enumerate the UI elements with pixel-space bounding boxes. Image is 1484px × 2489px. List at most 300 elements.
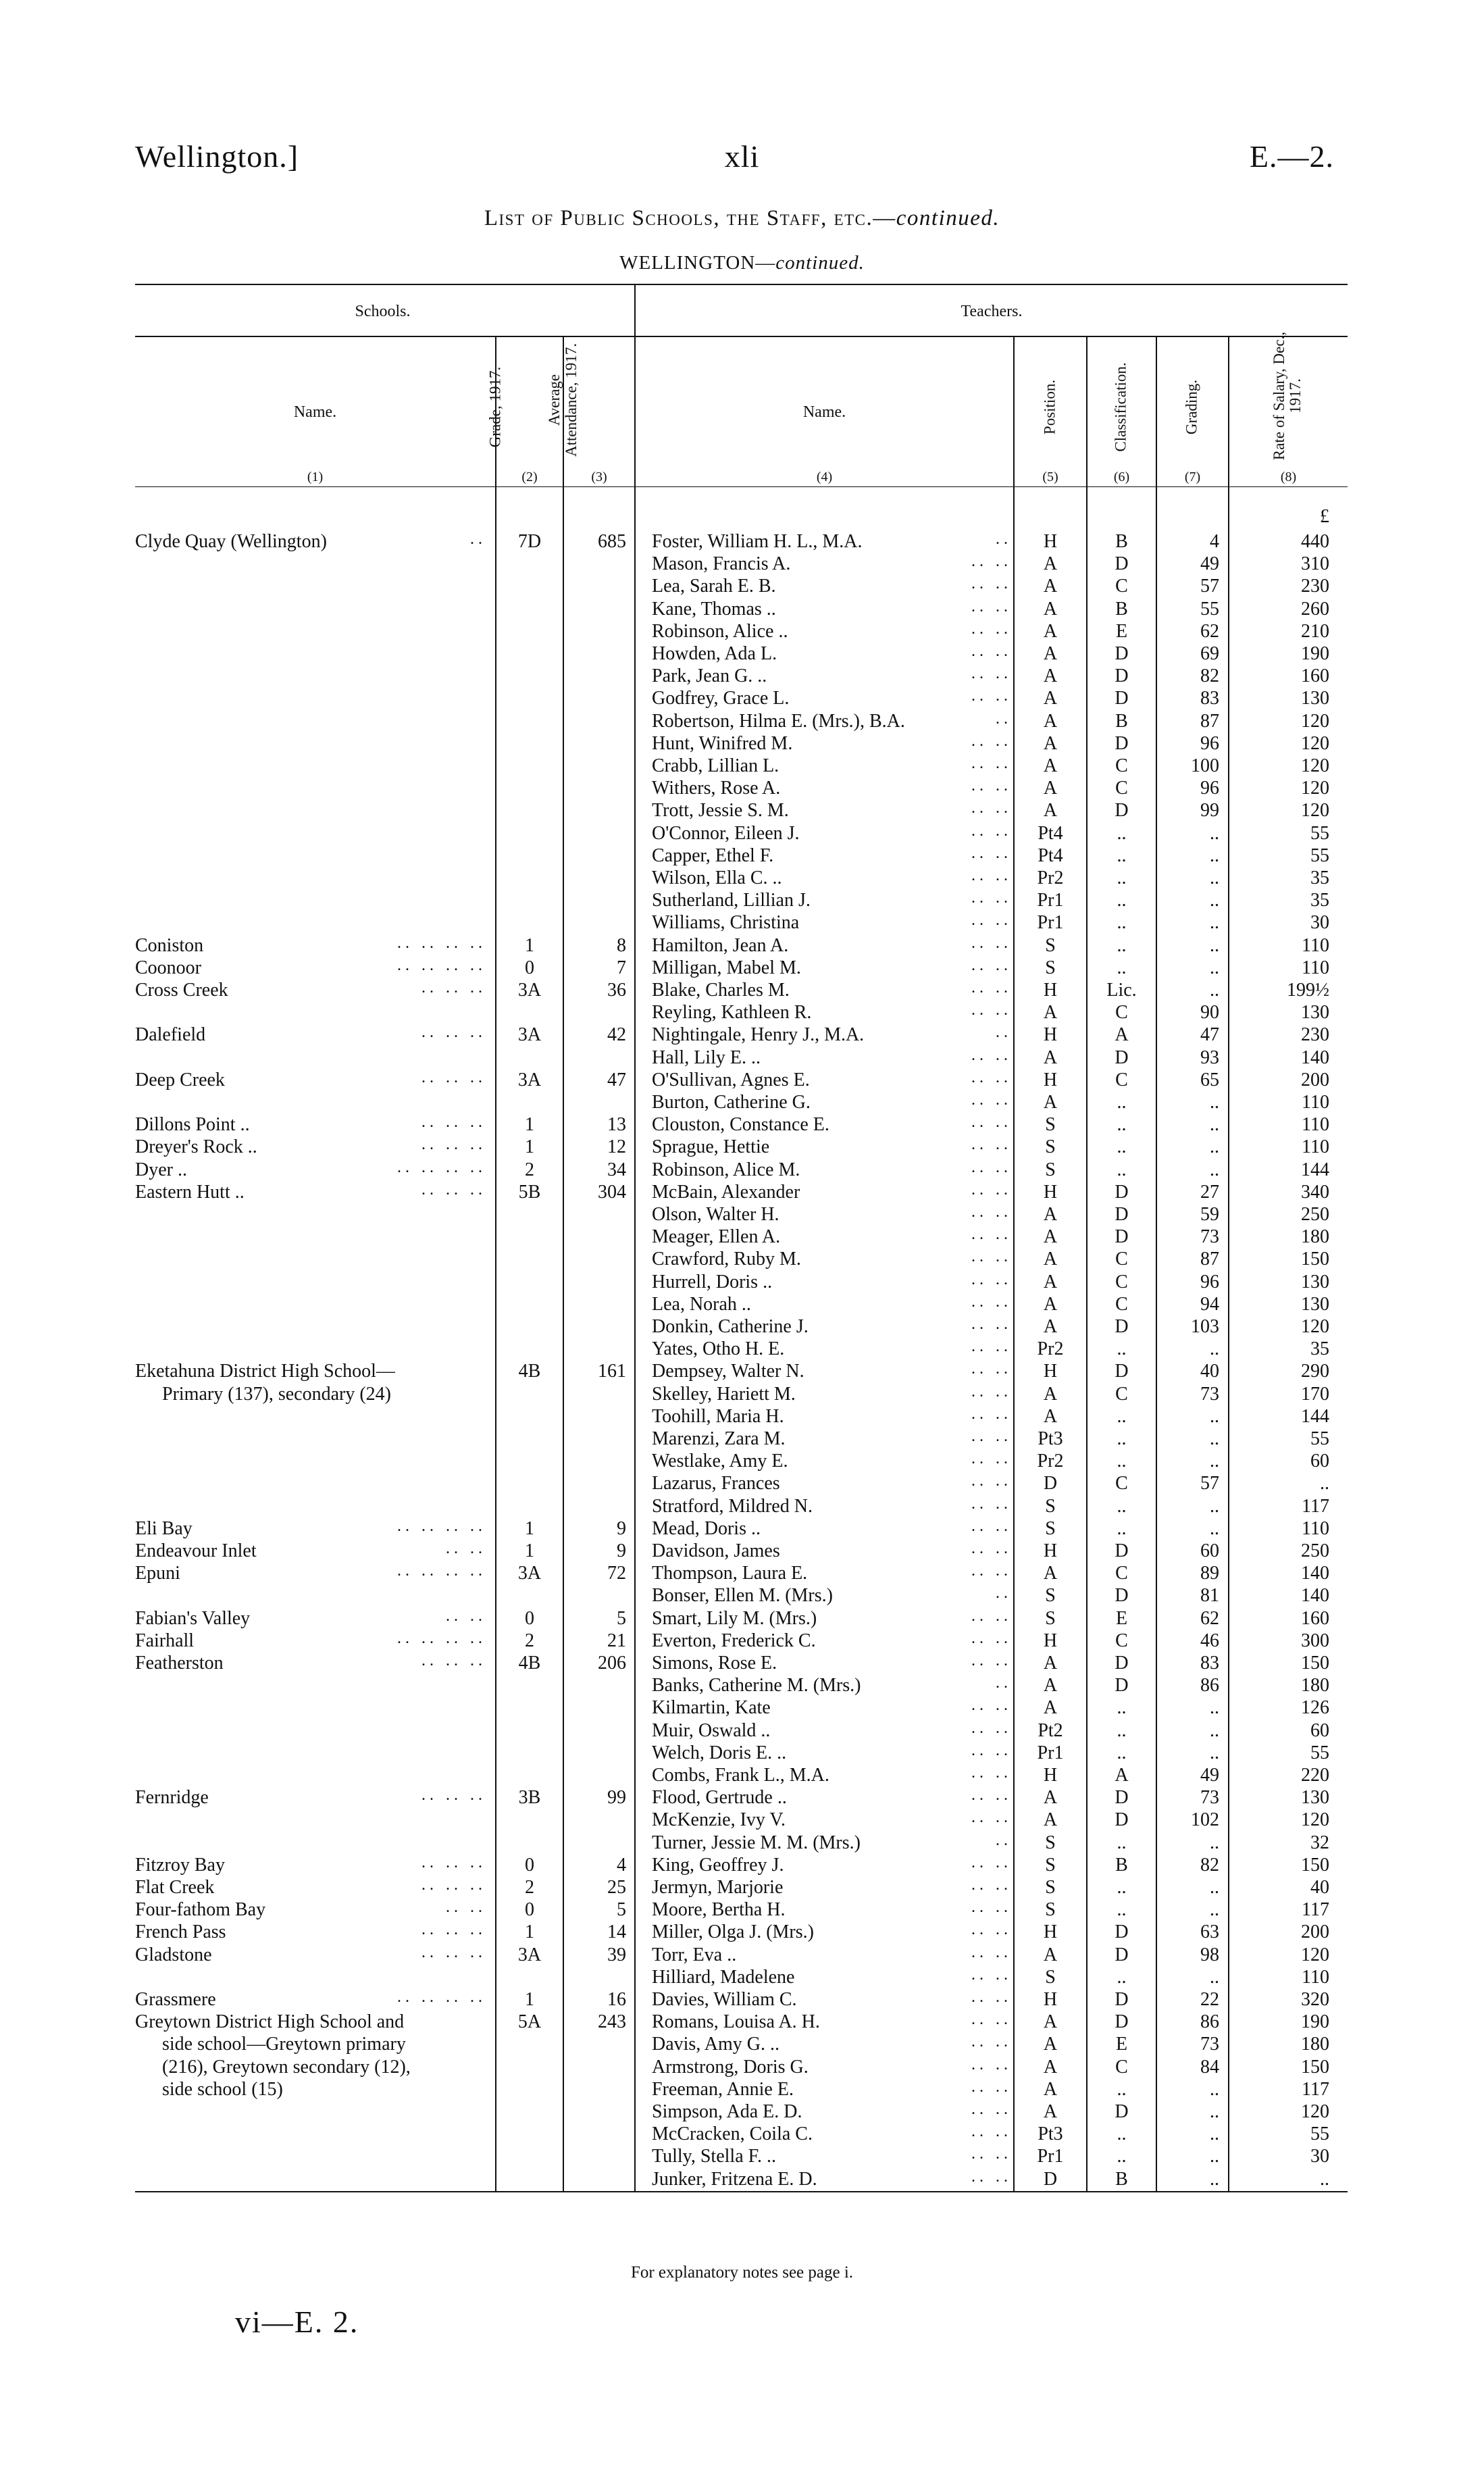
teacher-grading: 89 [1200,1563,1219,1584]
teacher-classification: D [1115,2101,1129,2122]
teacher-classification: C [1115,1473,1128,1494]
teacher-position: H [1043,1024,1058,1046]
teacher-classification: C [1115,576,1128,597]
school-grade: 5B [518,1181,541,1203]
teacher-grading: .. [1210,980,1219,1001]
teacher-grading: 62 [1200,620,1219,642]
teacher-name: King, Geoffrey J. [652,1854,784,1876]
col-number-3: (3) [591,470,607,484]
teacher-leader-dots: .. .. [971,1629,1012,1647]
teacher-classification: A [1115,1765,1129,1786]
teacher-leader-dots: .. .. [971,867,1012,884]
teacher-leader-dots: .. .. [971,1719,1012,1737]
teacher-name: McCracken, Coila C. [652,2123,813,2145]
teacher-position: Pt4 [1038,845,1063,866]
teacher-leader-dots: .. .. [971,1338,1012,1356]
currency-symbol: £ [1320,506,1329,527]
teacher-name: Freeman, Annie E. [652,2078,794,2100]
teacher-salary: 30 [1310,2146,1329,2167]
page-title [0,206,1484,231]
teacher-name: Lazarus, Frances [652,1473,780,1494]
teacher-position: A [1043,643,1058,664]
teacher-name: Bonser, Ellen M. (Mrs.) [652,1585,833,1607]
teacher-grading: 57 [1200,576,1219,597]
teacher-leader-dots: .. [996,1674,1012,1692]
school-name: Epuni [135,1563,180,1584]
teacher-salary: 310 [1301,553,1329,575]
teacher-classification: D [1115,1944,1129,1965]
teacher-classification: .. [1117,1136,1127,1158]
teacher-classification: .. [1117,845,1127,866]
teacher-salary: 320 [1301,1989,1329,2010]
teacher-leader-dots: .. .. [971,2123,1012,2141]
teacher-salary: 35 [1310,868,1329,888]
teacher-grading: .. [1210,1832,1219,1853]
teacher-name: Mason, Francis A. [652,553,791,575]
teacher-grading: 55 [1200,598,1219,620]
school-name: Coniston [135,934,204,956]
school-name: Featherston [135,1653,224,1674]
teacher-classification: C [1115,1249,1128,1270]
teacher-position: H [1043,1181,1058,1203]
teacher-salary: 130 [1301,688,1329,709]
teacher-grading: 86 [1200,1675,1219,1696]
teacher-salary: 190 [1301,643,1329,664]
teacher-leader-dots: .. .. [971,1091,1012,1109]
teacher-name: Combs, Frank L., M.A. [652,1765,829,1786]
teacher-leader-dots: .. .. [971,1001,1012,1020]
teacher-position: A [1043,1092,1058,1113]
teacher-position: H [1043,1989,1058,2010]
teacher-name: Turner, Jessie M. M. (Mrs.) [652,1832,861,1853]
teacher-classification: D [1115,1316,1129,1337]
teacher-leader-dots: .. .. [971,1517,1012,1535]
teacher-name: Romans, Louisa A. H. [652,2011,820,2033]
school-grade: 1 [525,1540,534,1561]
teacher-position: A [1043,553,1058,575]
teacher-salary: 55 [1310,1428,1329,1449]
teacher-name: Burton, Catherine G. [652,1092,811,1113]
teacher-salary: 130 [1301,1271,1329,1292]
teacher-salary: 440 [1301,531,1329,552]
school-grade: 4B [518,1361,541,1382]
teacher-leader-dots: .. .. [971,911,1012,930]
teacher-leader-dots: .. .. [971,2145,1012,2163]
teacher-leader-dots: .. .. [971,1540,1012,1557]
school-grade: 5A [517,2011,542,2033]
teacher-classification: .. [1117,1832,1127,1853]
teacher-leader-dots: .. .. [971,643,1012,660]
teacher-name: Kilmartin, Kate [652,1697,771,1719]
school-attendance: 304 [598,1181,626,1203]
teacher-classification: D [1115,1204,1129,1225]
teacher-salary: 126 [1301,1697,1329,1719]
teacher-classification: .. [1117,890,1127,911]
school-name: side school—Greytown primary [162,2034,406,2055]
school-grade: 3B [518,1787,541,1809]
teacher-grading: 73 [1200,1787,1219,1809]
teacher-name: Miller, Olga J. (Mrs.) [652,1921,814,1943]
teacher-classification: B [1115,710,1128,732]
grading-header: Grading. [1183,379,1200,435]
teacher-position: H [1043,1069,1058,1090]
teacher-grading: .. [1210,1159,1219,1180]
col-number-4: (4) [816,470,833,484]
teacher-name: Welch, Doris E. .. [652,1742,787,1763]
teacher-leader-dots: .. .. [971,1965,1012,1984]
teacher-name: Crabb, Lillian L. [652,755,779,776]
teacher-name: Skelley, Hariett M. [652,1383,796,1405]
school-attendance: 161 [598,1361,626,1382]
school-grade: 3A [517,1944,542,1965]
teacher-leader-dots: .. .. [971,2033,1012,2051]
teacher-classification: C [1115,1069,1128,1090]
school-name: Eketahuna District High School— [135,1361,395,1382]
school-attendance: 5 [617,1607,626,1629]
teacher-leader-dots: .. .. [971,1270,1012,1288]
school-leader-dots: .. .. .. [421,979,486,997]
teacher-grading: .. [1210,1966,1219,1988]
teacher-classification: D [1115,553,1129,575]
teacher-salary: 60 [1310,1719,1329,1741]
teacher-grading: .. [1210,934,1219,956]
teacher-name: Marenzi, Zara M. [652,1428,786,1449]
teacher-grading: 86 [1200,2011,1219,2033]
teacher-salary: 32 [1310,1832,1329,1853]
col-number-5: (5) [1042,470,1058,484]
teacher-grading: 93 [1200,1047,1219,1068]
teacher-name: Yates, Otho H. E. [652,1338,785,1360]
school-name: Cross Creek [135,980,228,1001]
teacher-position: A [1043,665,1058,687]
teacher-name: Stratford, Mildred N. [652,1495,813,1517]
school-grade: 1 [525,1921,534,1943]
teacher-salary: 180 [1301,2034,1329,2055]
school-attendance: 243 [598,2011,626,2033]
teacher-position: A [1043,1653,1058,1674]
teacher-grading: 60 [1200,1540,1219,1561]
school-grade: 3A [517,1024,542,1046]
teacher-salary: 130 [1301,1293,1329,1315]
teacher-name: Hall, Lily E. .. [652,1047,761,1068]
school-attendance: 13 [607,1114,626,1136]
teacher-leader-dots: .. .. [971,822,1012,840]
teacher-leader-dots: .. .. [971,1786,1012,1805]
teacher-salary: 180 [1301,1226,1329,1248]
teacher-classification: B [1115,2168,1128,2190]
teacher-position: H [1043,1540,1058,1561]
teacher-grading: .. [1210,1136,1219,1158]
title-italic: continued. [896,206,1000,230]
teacher-classification: .. [1117,1899,1127,1921]
school-leader-dots: .. .. .. .. [397,1988,486,2006]
teacher-leader-dots: .. .. [971,665,1012,683]
teacher-position: A [1043,620,1058,642]
school-leader-dots: .. .. .. .. [397,1517,486,1535]
teacher-salary: 35 [1310,890,1329,911]
teacher-classification: D [1115,1361,1129,1382]
teacher-leader-dots: .. .. [971,2078,1012,2096]
teacher-classification: D [1115,732,1129,754]
teacher-position: A [1043,1249,1058,1270]
teacher-classification: .. [1117,1719,1127,1741]
teacher-name: Donkin, Catherine J. [652,1316,809,1337]
school-grade: 1 [525,1136,534,1158]
page-number: xli [724,139,760,174]
teacher-name: Flood, Gertrude .. [652,1787,787,1809]
teacher-salary: 150 [1301,1854,1329,1876]
teacher-classification: D [1115,1181,1129,1203]
school-leader-dots: .. .. .. [421,1068,486,1086]
teacher-position: A [1043,1002,1058,1024]
teacher-leader-dots: .. .. [971,1988,1012,2006]
teacher-leader-dots: .. .. [971,979,1012,997]
teacher-leader-dots: .. [996,709,1012,728]
teacher-leader-dots: .. .. [971,1853,1012,1871]
position-header: Position. [1041,379,1058,435]
teacher-classification: D [1115,1585,1129,1607]
school-grade: 3A [517,1069,542,1090]
school-leader-dots: .. .. .. [421,1136,486,1154]
school-name: Deep Creek [135,1069,225,1090]
teacher-salary: 260 [1301,598,1329,620]
school-name: Endeavour Inlet [135,1540,257,1561]
teacher-name: Jermyn, Marjorie [652,1877,784,1898]
teacher-leader-dots: .. .. [971,1226,1012,1244]
teacher-leader-dots: .. .. [971,1943,1012,1961]
teachers-section-header: Teachers. [961,303,1023,320]
teacher-leader-dots: .. .. [971,1876,1012,1894]
teacher-grading: 81 [1200,1585,1219,1607]
teacher-name: Meager, Ellen A. [652,1226,781,1248]
document-code: E.—2. [1249,139,1334,174]
teacher-name: Sprague, Hettie [652,1136,770,1158]
school-grade: 2 [525,1877,534,1898]
school-attendance: 36 [607,980,626,1001]
teacher-grading: 103 [1191,1316,1219,1337]
teacher-classification: D [1115,1653,1129,1674]
teacher-name: Wilson, Ella C. .. [652,868,782,888]
teacher-salary: 130 [1301,1002,1329,1024]
teacher-salary: 230 [1301,1024,1329,1046]
teacher-leader-dots: .. .. [971,777,1012,795]
teacher-classification: D [1115,688,1129,709]
teacher-leader-dots: .. [996,1831,1012,1849]
teacher-salary: 220 [1301,1765,1329,1786]
teacher-salary: 120 [1301,778,1329,799]
teacher-grading: 96 [1200,732,1219,754]
running-head-left: Wellington.] [135,139,299,174]
teacher-position: S [1045,1877,1056,1898]
teacher-leader-dots: .. .. [971,1696,1012,1715]
teacher-position: S [1045,1899,1056,1921]
teacher-name: O'Connor, Eileen J. [652,822,800,844]
teacher-leader-dots: .. .. [971,2167,1012,2186]
col-number-8: (8) [1280,470,1297,484]
teacher-name: Reyling, Kathleen R. [652,1002,812,1024]
teacher-name: Godfrey, Grace L. [652,688,790,709]
teacher-salary: 150 [1301,1249,1329,1270]
teacher-salary: 110 [1302,957,1329,978]
teacher-name: Withers, Rose A. [652,778,781,799]
teacher-position: Pt2 [1038,1719,1063,1741]
teacher-leader-dots: .. .. [971,2101,1012,2118]
teacher-classification: C [1115,1293,1128,1315]
school-grade: 1 [525,1989,534,2010]
teacher-grading: .. [1210,1517,1219,1539]
teacher-classification: .. [1117,1338,1127,1360]
school-grade: 1 [525,1517,534,1539]
teacher-leader-dots: .. .. [971,1652,1012,1669]
teacher-position: Pr1 [1037,890,1064,911]
teacher-leader-dots: .. .. [971,1921,1012,1939]
school-name: Fabian's Valley [135,1607,251,1629]
school-name: Flat Creek [135,1877,215,1898]
school-name: Four-fathom Bay [135,1899,266,1921]
teacher-leader-dots: .. .. [971,1158,1012,1176]
school-leader-dots: .. .. [446,1899,486,1917]
teacher-classification: .. [1117,1697,1127,1719]
teacher-classification: .. [1117,1966,1127,1988]
teacher-salary: 120 [1301,755,1329,776]
school-name: Greytown District High School and [135,2011,405,2033]
school-attendance: 12 [607,1136,626,1158]
teacher-classification: D [1115,800,1129,822]
teacher-position: A [1043,1809,1058,1831]
school-attendance: 685 [598,531,626,552]
teacher-grading: 73 [1200,1383,1219,1405]
teacher-grading: 4 [1210,531,1219,552]
school-attendance: 7 [617,957,626,978]
teacher-name: Davies, William C. [652,1989,797,2010]
school-attendance: 72 [607,1563,626,1584]
school-grade: 4B [518,1653,541,1674]
school-attendance: 99 [607,1787,626,1809]
teacher-leader-dots: .. .. [971,553,1012,571]
teacher-position: A [1043,1405,1058,1427]
teacher-leader-dots: .. .. [971,597,1012,615]
teacher-leader-dots: .. .. [971,1450,1012,1468]
teacher-name: Smart, Lily M. (Mrs.) [652,1607,817,1629]
teacher-classification: .. [1117,1092,1127,1113]
school-leader-dots: .. .. .. [421,1113,486,1132]
teacher-name: Williams, Christina [652,912,800,934]
school-name: Primary (137), secondary (24) [162,1383,392,1405]
teacher-leader-dots: .. .. [971,1809,1012,1827]
teacher-leader-dots: .. .. [971,1203,1012,1221]
teacher-position: H [1043,980,1058,1001]
teacher-name: Crawford, Ruby M. [652,1249,801,1270]
teacher-position: A [1043,1047,1058,1068]
teacher-position: Pr1 [1037,1742,1064,1763]
teacher-grading: 47 [1200,1024,1219,1046]
teacher-position: S [1045,1495,1056,1517]
teacher-leader-dots: .. .. [971,889,1012,907]
teacher-position: A [1043,1563,1058,1584]
teacher-name: Mead, Doris .. [652,1517,761,1539]
teacher-classification: .. [1117,1877,1127,1898]
school-name: Clyde Quay (Wellington) [135,531,327,552]
classification-header: Classification. [1112,362,1129,452]
teacher-salary: 250 [1301,1540,1329,1561]
teacher-grading: 62 [1200,1607,1219,1629]
teacher-leader-dots: .. .. [971,2011,1012,2029]
teacher-classification: E [1115,620,1128,642]
teacher-classification: .. [1117,912,1127,934]
school-attendance: 5 [617,1899,626,1921]
teacher-position: A [1043,2056,1058,2078]
teacher-name: Robinson, Alice M. [652,1159,800,1180]
teacher-classification: D [1115,1921,1129,1943]
teacher-leader-dots: .. .. [971,1405,1012,1423]
teacher-position: A [1043,1226,1058,1248]
footnote: For explanatory notes see page i. [630,2263,854,2282]
teacher-leader-dots: .. .. [971,687,1012,705]
teacher-salary: 110 [1302,1114,1329,1136]
page-reference: vi—E. 2. [235,2305,359,2339]
teacher-salary: 55 [1310,822,1329,844]
teacher-grading: 94 [1200,1293,1219,1315]
teacher-grading: .. [1210,868,1219,888]
teacher-grading: 40 [1200,1361,1219,1382]
title-main: List of Public Schools, the Staff, etc.— [484,206,896,230]
teacher-position: S [1045,1159,1056,1180]
teacher-name: Muir, Oswald .. [652,1719,771,1741]
teacher-grading: 102 [1191,1809,1219,1831]
teacher-grading: 100 [1191,755,1219,776]
teacher-position: A [1043,732,1058,754]
teacher-position: S [1045,1114,1056,1136]
table-top-rule [135,284,1348,285]
teacher-classification: .. [1117,1405,1127,1427]
teacher-salary: 144 [1301,1159,1329,1180]
subtitle-main: WELLINGTON— [619,252,776,274]
teacher-position: Pr1 [1037,2146,1064,2167]
school-grade: 7D [517,531,542,552]
school-attendance: 4 [617,1854,626,1876]
teacher-name: Kane, Thomas .. [652,598,776,620]
school-attendance: 8 [617,934,626,956]
school-leader-dots: .. .. .. [421,1786,486,1805]
school-name: Coonoor [135,957,201,978]
teacher-grading: .. [1210,2078,1219,2100]
teacher-salary: 150 [1301,1653,1329,1674]
teacher-classification: D [1115,1540,1129,1561]
teacher-salary: 120 [1301,2101,1329,2122]
school-grade: 0 [525,1899,534,1921]
teacher-name: Davidson, James [652,1540,780,1561]
teacher-name: Banks, Catherine M. (Mrs.) [652,1675,861,1696]
teacher-position: A [1043,1697,1058,1719]
teacher-classification: D [1115,1809,1129,1831]
teacher-grading: .. [1210,2146,1219,2167]
school-name: Dyer .. [135,1159,187,1180]
school-attendance: 14 [607,1921,626,1943]
teacher-name: McBain, Alexander [652,1181,800,1203]
teacher-name: Hamilton, Jean A. [652,934,789,956]
teacher-grading: .. [1210,845,1219,866]
teacher-salary: 110 [1302,1092,1329,1113]
school-leader-dots: .. .. .. [421,1876,486,1894]
teacher-leader-dots: .. .. [971,1428,1012,1445]
teacher-salary: 120 [1301,1809,1329,1831]
teacher-position: A [1043,576,1058,597]
teacher-salary: 199½ [1287,980,1329,1001]
school-attendance: 25 [607,1877,626,1898]
table-bottom-rule [135,2191,1348,2192]
teacher-leader-dots: .. .. [971,1472,1012,1490]
teacher-name: Simpson, Ada E. D. [652,2101,802,2122]
